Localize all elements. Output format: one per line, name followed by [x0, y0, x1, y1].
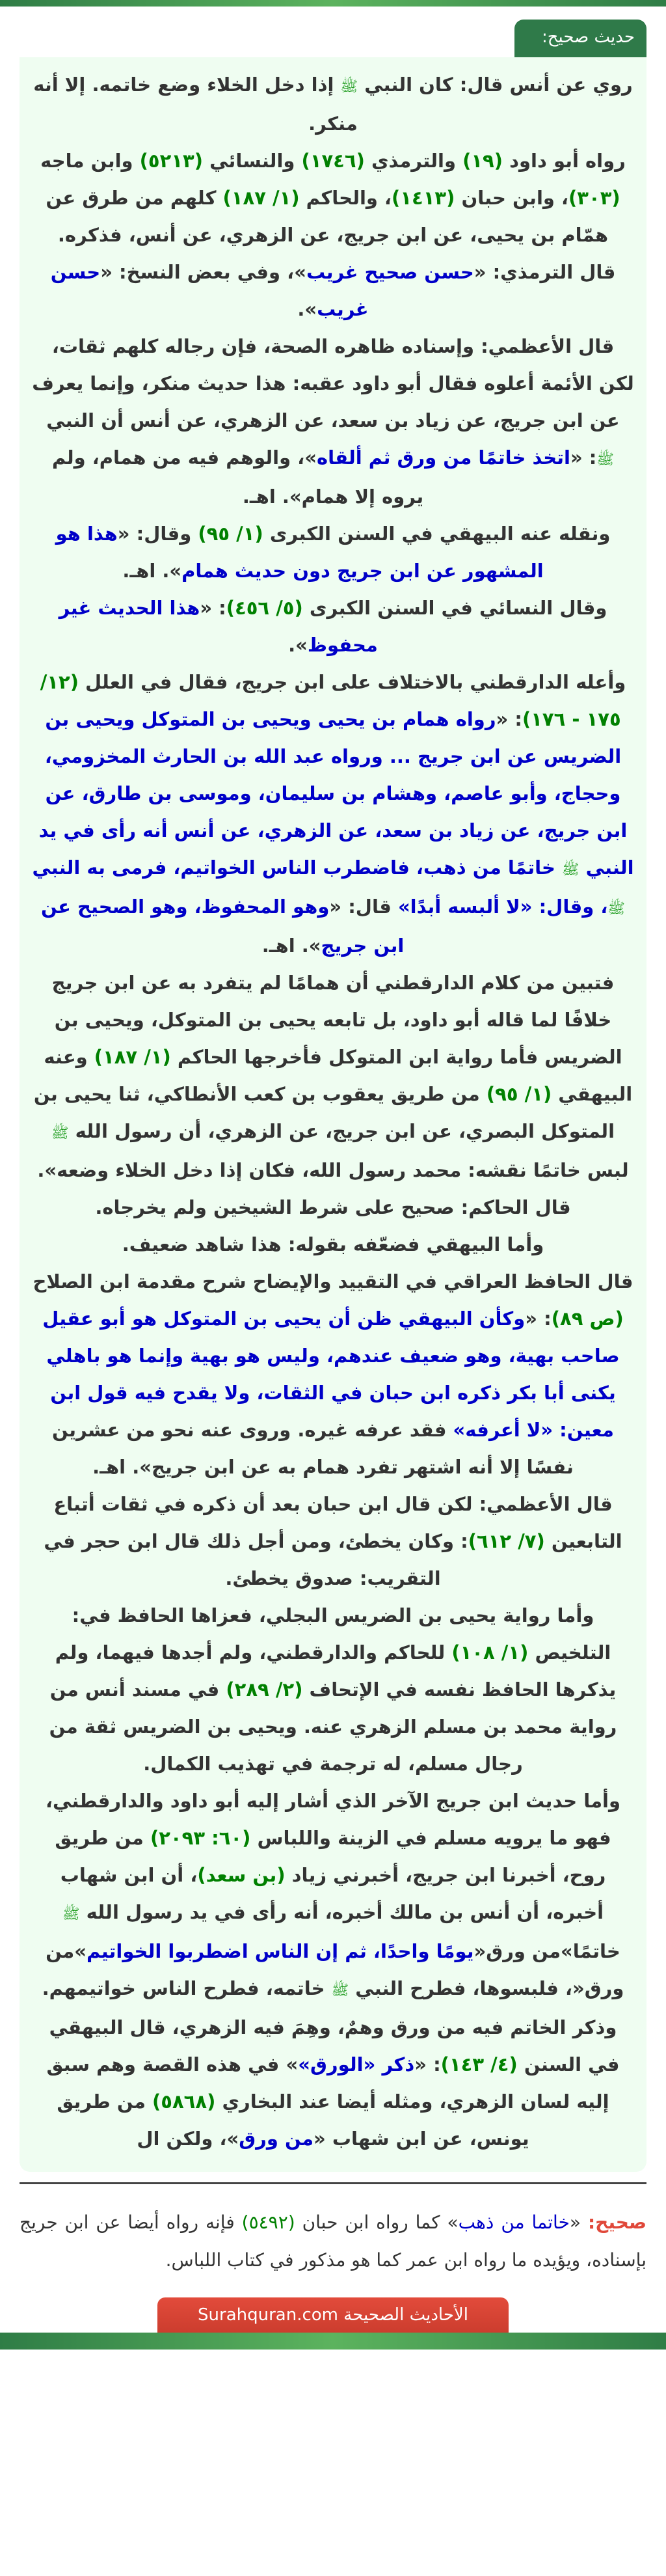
text-segment: ونقله عنه البيهقي في السنن الكبرى [263, 523, 611, 545]
quoted-text: خاتمًا من ذهب، فاضطرب الناس الخواتيم، فرمى به النبي [32, 856, 562, 879]
paragraph [31, 664, 635, 965]
text-segment: »من ورق«، فلبسوها، فطرح النبي [46, 1940, 624, 1999]
text-segment: »، ولكن ال [137, 2128, 239, 2150]
salla-allahu-icon: ﷺ [62, 1906, 80, 1923]
text-segment: قال: « [329, 896, 398, 918]
text-segment: ». [288, 634, 308, 656]
text-segment: خاتمًا»من ورق« [473, 1940, 620, 1962]
text-segment: »، والوهم فيه من همام، ولم يروه إلا همام». اهـ. [52, 446, 424, 508]
reference-number: (١/ ١٨٧) [222, 187, 300, 209]
text-segment: للحاكم والدارقطني، ولم أجدها فيهما، ولم يذكرها الحافظ نفسه في الإتحاف [55, 1641, 617, 1701]
reference-number: (١٢/ ١٧٥ - ١٧٦) [40, 671, 621, 730]
reference-number: (١٤١٣) [392, 187, 455, 209]
text-segment: : « [414, 2053, 441, 2076]
text-segment: وأما رواية يحيى بن الضريس البجلي، فعزاها الحافظ في: التلخيص [72, 1604, 611, 1664]
paragraph [31, 1486, 635, 1597]
salla-allahu-icon: ﷺ [331, 1982, 349, 1999]
reference-number: (٣٠٣) [568, 187, 620, 209]
quoted-text: هذا الحديث غير محفوظ [59, 597, 378, 656]
site-link-button[interactable]: الأحاديث الصحيحة Surahquran.com [157, 2297, 509, 2333]
text-segment: : وكان يخطئ، ومن أجل ذلك قال ابن حجر في التقريب: صدوق يخطئ. [44, 1530, 468, 1589]
text-segment: فقد عرفه غيره. وروى عنه نحو من عشرين نفسًا إلا أنه اشتهر تفرد همام به عن ابن جريج». اهـ. [51, 1419, 574, 1478]
reference-number: (١/ ١٠٨) [451, 1641, 529, 1664]
text-segment: »، وفي بعض النسخ: « [100, 261, 306, 283]
salla-allahu-icon: ﷺ [340, 79, 358, 95]
text-segment: قال الترمذي: « [473, 261, 616, 283]
text-segment: : « [200, 597, 226, 619]
paragraph [31, 1783, 635, 2009]
text-segment: : « [525, 1308, 552, 1330]
reference-number: (٥٤٩٢) [241, 2212, 295, 2233]
quoted-text: اتخذ خاتمًا من ورق ثم ألقاه [316, 446, 570, 469]
paragraph [31, 328, 635, 515]
top-green-bar [0, 0, 666, 7]
text-segment: ، أن ابن شهاب أخبره، أن أنس بن مالك أخبره، أنه رأى في يد رسول الله [60, 1864, 604, 1923]
reference-number: (٦٠: ٢٠٩٣) [150, 1827, 251, 1849]
text-segment: : « [570, 446, 597, 469]
reference-number: (٥٢١٣) [139, 150, 203, 172]
paragraph [31, 1189, 635, 1226]
paragraph [31, 2009, 635, 2158]
text-segment: من طريق يونس، عن ابن شهاب « [57, 2090, 529, 2150]
text-segment: ، والحاكم [299, 187, 392, 209]
text-segment: البيهقي [552, 1083, 633, 1105]
footnote [20, 2204, 646, 2279]
text-segment: وأعله الدارقطني بالاختلاف على ابن جريج، فقال في العلل [78, 671, 626, 693]
quoted-text: رواه همام بن يحيى ويحيى بن المتوكل ويحيى بن الضريس عن ابن جريج ... ورواه عبد الله بن الحارث المخزومي، وحجاج، وأبو عاصم، وهشام بن سليمان، وموسى بن طارق، عن ابن جريج، عن زياد بن سعد، عن الزهري، عن أنس أنه رأى في يد النبي [38, 708, 634, 879]
paragraph [31, 590, 635, 664]
reference-number: (٧/ ٦١٢) [468, 1530, 545, 1552]
quoted-text: حسن صحيح غريب [306, 261, 474, 283]
reference-number: (١/ ٩٥) [198, 523, 263, 545]
paragraph [31, 143, 635, 254]
text-segment: ». اهـ. [122, 560, 182, 582]
reference-number: (٢/ ٢٨٩) [226, 1679, 303, 1701]
text-segment: قال الحافظ العراقي في التقييد والإيضاح شرح مقدمة ابن الصلاح [33, 1270, 633, 1293]
text-segment: لبس خاتمًا نقشه: محمد رسول الله، فكان إذا دخل الخلاء وضعه». [37, 1159, 629, 1181]
hadith-text-box [20, 57, 646, 2172]
bottom-green-bar [0, 2333, 666, 2350]
reference-number: (٤/ ١٤٣) [440, 2053, 518, 2076]
paragraph [31, 1226, 635, 1263]
text-segment: كلهم من طرق عن همّام بن يحيى، عن ابن جريج، عن الزهري، عن أنس، فذكره. [46, 187, 609, 246]
paragraph [31, 254, 635, 328]
text-segment: من طريق يعقوب بن كعب الأنطاكي، ثنا يحيى بن المتوكل البصري، عن ابن جريج، عن الزهري، أن رسول الله [33, 1083, 615, 1142]
text-segment: وأما حديث ابن جريج الآخر الذي أشار إليه أبو داود والدارقطني، فهو ما يرويه مسلم في الزينة واللباس [45, 1790, 621, 1849]
text-segment: إذا دخل الخلاء وضع خاتمه. إلا أنه منكر. [33, 74, 358, 135]
quoted-text: من ورق [239, 2128, 314, 2150]
text-segment: » في هذه القصة وهم سبق إليه لسان الزهري، ومثله أيضا عند البخاري [46, 2053, 609, 2113]
text-segment: فتبين من كلام الدارقطني أن همامًا لم يتفرد به عن ابن جريج خلافًا لما قاله أبو داود، بل تابعه يحيى بن المتوكل، ويحيى بن الضريس فأما رواية ابن المتوكل فأخرجها الحاكم [51, 972, 622, 1068]
salla-allahu-icon: ﷺ [51, 1125, 69, 1142]
reference-number: (٥٨٦٨) [152, 2090, 216, 2113]
quoted-text: ذكر «الورق» [298, 2053, 415, 2076]
reference-number: (١/ ٩٥) [486, 1083, 552, 1105]
reference-number: (١٩) [462, 150, 503, 172]
text-segment: ». اهـ. [261, 935, 321, 957]
text-segment: وقال: « [117, 523, 198, 545]
quoted-text: يومًا واحدًا، ثم إن الناس اضطربوا الخواتيم [86, 1940, 474, 1962]
text-segment: : « [496, 708, 522, 730]
text-segment: ، وابن حبان [455, 187, 569, 209]
text-segment: رواه أبو داود [503, 150, 626, 172]
text-segment: ». [297, 298, 317, 320]
page-content [0, 20, 666, 2333]
reference-number: (٥/ ٤٥٦) [226, 597, 303, 619]
text-segment: فإنه رواه أيضا عن ابن جريج بإسناده، ويؤيده ما رواه ابن عمر كما هو مذكور في كتاب اللباس. [20, 2212, 646, 2271]
text-segment: قال الأعظمي: لكن قال ابن حبان بعد أن ذكره في ثقات أتباع التابعين [53, 1493, 622, 1552]
text-segment: والترمذي [364, 150, 463, 172]
text-segment: » كما رواه ابن حبان [295, 2212, 459, 2233]
salla-allahu-icon: ﷺ [562, 862, 579, 878]
reference-number: (١/ ١٨٧) [94, 1046, 171, 1068]
text-segment: وأما البيهقي فضعّفه بقوله: هذا شاهد ضعيف. [122, 1233, 544, 1255]
hadith-section-title: حديث صحيح: [514, 20, 646, 57]
quoted-text: وهو المحفوظ، وهو الصحيح عن ابن جريج [41, 896, 405, 957]
salla-allahu-icon: ﷺ [596, 452, 614, 468]
paragraph [31, 1263, 635, 1486]
text-segment: وابن ماجه [40, 150, 140, 172]
text-segment: وذكر الخاتم فيه من ورق وهمٌ، وهِمَ فيه الزهري، قال البيهقي في السنن [49, 2016, 620, 2076]
quoted-text: حسن غريب [50, 261, 369, 320]
quoted-text: وكأن البيهقي ظن أن يحيى بن المتوكل هو أبو عقيل صاحب بهية، وهو ضعيف عندهم، وليس هو بهية وإنما هو باهلي يكنى أبا بكر ذكره ابن حبان في الثقات، ولا يقدح فيه قول ابن معين: «لا أعرفه» [42, 1308, 620, 1441]
quoted-text: هذا هو المشهور عن ابن جريج دون حديث همام [55, 523, 544, 582]
divider [20, 2182, 646, 2184]
grade-label: صحيح: [587, 2212, 646, 2233]
text-segment: « [569, 2212, 588, 2233]
text-segment: في مسند أنس من رواية محمد بن مسلم الزهري عنه. ويحيى بن الضريس ثقة من رجال مسلم، له ترجمة في تهذيب الكمال. [49, 1679, 617, 1775]
text-segment: من طريق روح، أخبرنا ابن جريج، أخبرني زياد [55, 1827, 606, 1886]
reference-number: (بن سعد) [197, 1864, 286, 1886]
text-segment: قال الأعظمي: وإسناده ظاهره الصحة، فإن رجاله كلهم ثقات، لكن الأئمة أعلوه فقال أبو داود عقبه: هذا حديث منكر، وإنما يعرف عن ابن جريج، عن زياد بن سعد، عن الزهري، عن أنس أن النبي [32, 335, 634, 432]
paragraph [31, 1076, 635, 1189]
text-segment: والنسائي [203, 150, 302, 172]
reference-number: (١٧٤٦) [301, 150, 365, 172]
paragraph [31, 515, 635, 590]
quoted-text: ، وقال: «لا ألبسه أبدًا» [397, 896, 608, 918]
paragraph [31, 965, 635, 1076]
text-segment: قال الحاكم: صحيح على شرط الشيخين ولم يخرجاه. [95, 1196, 571, 1218]
paragraph [31, 66, 635, 143]
salla-allahu-icon: ﷺ [607, 901, 625, 917]
text-segment: وقال النسائي في السنن الكبرى [302, 597, 607, 619]
quoted-text: خاتما من ذهب [458, 2212, 570, 2233]
reference-number: (ص ٨٩) [551, 1308, 624, 1330]
text-segment: خاتمه، فطرح الناس خواتيمهم. [42, 1977, 332, 1999]
text-segment: وعنه [44, 1046, 94, 1068]
text-segment: روي عن أنس قال: كان النبي [358, 74, 633, 96]
paragraph [31, 1597, 635, 1783]
